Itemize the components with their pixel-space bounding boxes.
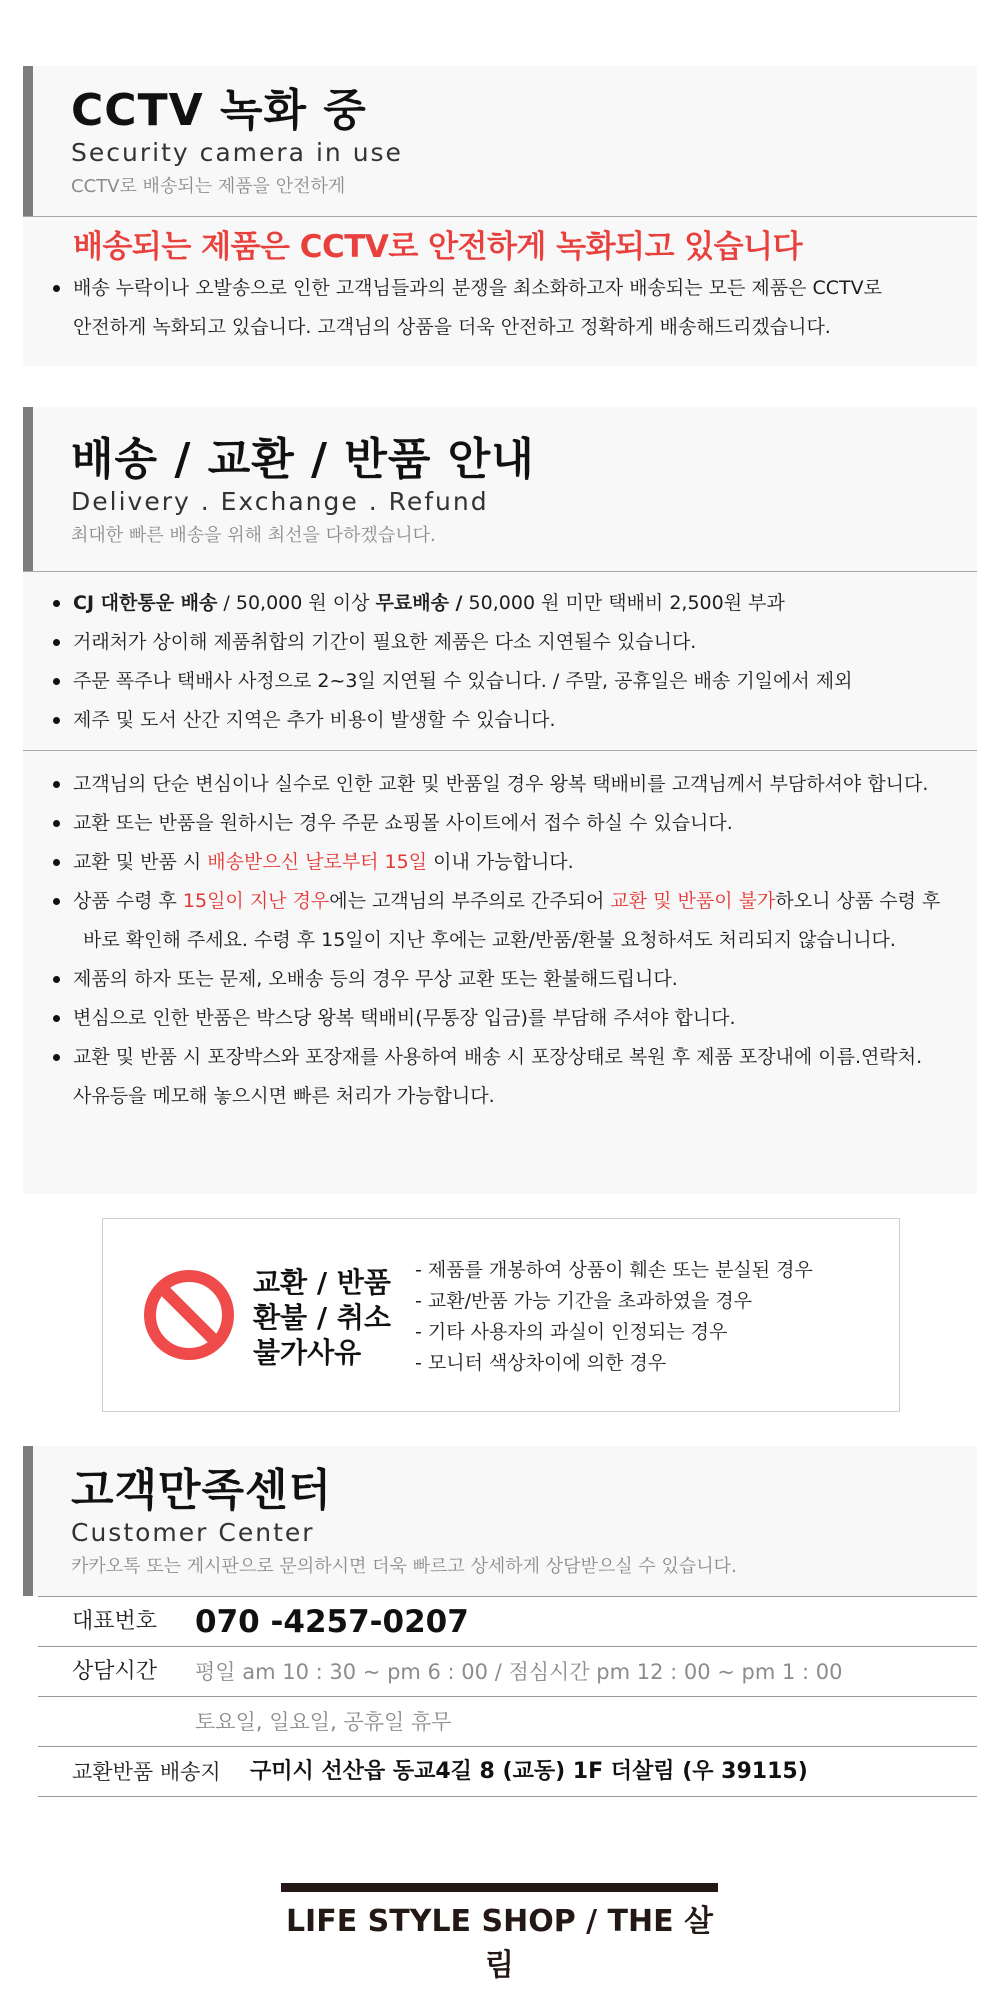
- no-return-box: [102, 1218, 900, 1412]
- list-item-continued: 바로 확인해 주세요. 수령 후 15일이 지난 후에는 교환/반품/환불 요청하셔도 처리되지 않습니니다.: [83, 929, 896, 951]
- list-item: 교환 및 반품 시 포장박스와 포장재를 사용하여 배송 시 포장상태로 복원 후 제품 포장내에 이름.연락처.: [45, 1038, 977, 1077]
- reason-item: - 기타 사용자의 과실이 인정되는 경우: [415, 1321, 728, 1343]
- highlight-text: 15일이 지난 경우: [182, 890, 330, 912]
- list-item: 교환 또는 반품을 원하시는 경우 주문 쇼핑몰 사이트에서 접수 하실 수 있습니다.: [45, 804, 977, 843]
- phone-label: 대표번호: [72, 1609, 158, 1634]
- reason-item: - 교환/반품 가능 기간을 초과하였을 경우: [415, 1290, 753, 1312]
- delivery-section: [23, 407, 977, 1194]
- delivery-subtitle: Delivery . Exchange . Refund: [71, 487, 489, 516]
- shipping-info-list: [23, 572, 977, 750]
- list-item: 변심으로 인한 반품은 박스당 왕복 택배비(무통장 입금)를 부담해 주셔야 합니다.: [45, 999, 977, 1038]
- list-item: [45, 882, 977, 921]
- list-item: 제품의 하자 또는 문제, 오배송 등의 경우 무상 교환 또는 환불해드립니다.: [45, 960, 977, 999]
- policy-text: 하오니 상품 수령 후: [775, 890, 941, 912]
- highlight-text: 배송받으신 날로부터 15일: [207, 851, 428, 873]
- holiday-value: 토요일, 일요일, 공휴일 휴무: [195, 1710, 452, 1734]
- customer-header: [23, 1446, 977, 1596]
- no-return-label-line: 환불 / 취소: [253, 1301, 391, 1334]
- customer-description: 카카오톡 또는 게시판으로 문의하시면 더욱 빠르고 상세하게 상담받으실 수 있습니다.: [71, 1556, 737, 1577]
- footer-bar: [281, 1883, 718, 1892]
- cctv-description: CCTV로 배송되는 제품을 안전하게: [71, 176, 346, 197]
- shipping-fee-item: [45, 584, 977, 623]
- cctv-headline: 배송되는 제품은 CCTV로 안전하게 녹화되고 있습니다: [73, 229, 803, 265]
- shipping-fee-text: 50,000 원 미만 택배비 2,500원 부과: [462, 592, 785, 614]
- shipping-fee-text: / 50,000 원 이상: [217, 592, 376, 614]
- phone-row: [38, 1597, 977, 1647]
- return-address-row: [38, 1747, 977, 1797]
- reason-item: - 모니터 색상차이에 의한 경우: [415, 1352, 667, 1374]
- prohibited-icon: [143, 1269, 235, 1361]
- list-item: 고객님의 단순 변심이나 실수로 인한 교환 및 반품일 경우 왕복 택배비를 고객님께서 부담하셔야 합니다.: [45, 765, 977, 804]
- highlight-text: 교환 및 반품이 불가: [610, 890, 776, 912]
- customer-center-section: [23, 1446, 977, 1596]
- cctv-body-line: 배송 누락이나 오발송으로 인한 고객님들과의 분쟁을 최소화하고자 배송되는 모든 제품은 CCTV로: [45, 269, 977, 308]
- cctv-section: [23, 66, 977, 366]
- reason-item: - 제품를 개봉하여 상품이 훼손 또는 분실된 경우: [415, 1259, 813, 1281]
- customer-title: 고객만족센터: [71, 1465, 333, 1516]
- carrier-name: CJ 대한통운 배송: [73, 592, 218, 614]
- cctv-body: [23, 269, 977, 347]
- customer-subtitle: Customer Center: [71, 1518, 315, 1547]
- cctv-body-line: 안전하게 녹화되고 있습니다. 고객님의 상품을 더욱 안전하고 정확하게 배송해드리겠습니다.: [73, 316, 831, 338]
- holiday-row: [38, 1697, 977, 1747]
- hours-label: 상담시간: [72, 1659, 158, 1684]
- delivery-header: [23, 407, 977, 571]
- phone-number: 070 -4257-0207: [195, 1604, 469, 1640]
- policy-text: 교환 및 반품 시: [73, 851, 208, 873]
- no-return-label: [253, 1265, 391, 1370]
- delivery-title: 배송 / 교환 / 반품 안내: [71, 434, 535, 485]
- no-return-reasons: [415, 1255, 813, 1379]
- no-return-label-line: 교환 / 반품: [253, 1266, 391, 1299]
- list-item: 거래처가 상이해 제품취합의 기간이 필요한 제품은 다소 지연될수 있습니다.: [45, 623, 977, 662]
- cctv-title: CCTV 녹화 중: [71, 85, 367, 136]
- footer-brand: LIFE STYLE SHOP / THE 살림: [285, 1904, 714, 1983]
- list-item: 주문 폭주나 택배사 사정으로 2~3일 지연될 수 있습니다. / 주말, 공휴일은 배송 기일에서 제외: [45, 662, 977, 701]
- delivery-description: 최대한 빠른 배송을 위해 최선을 다하겠습니다.: [71, 525, 436, 546]
- hours-row: [38, 1647, 977, 1697]
- list-item: 제주 및 도서 산간 지역은 추가 비용이 발생할 수 있습니다.: [45, 701, 977, 740]
- cctv-header: [23, 66, 977, 216]
- return-address: 구미시 선산읍 동교4길 8 (교동) 1F 더살림 (우 39115): [250, 1759, 808, 1784]
- no-return-label-line: 불가사유: [253, 1336, 362, 1369]
- hours-value: 평일 am 10 : 30 ~ pm 6 : 00 / 점심시간 pm 12 : 00 ~ pm 1 : 00: [195, 1660, 843, 1684]
- list-item: [45, 843, 977, 882]
- exchange-policy-list: [23, 751, 977, 1116]
- return-address-label: 교환반품 배송지: [72, 1760, 221, 1784]
- list-item-continued: 사유등을 메모해 놓으시면 빠른 처리가 가능합니다.: [73, 1085, 495, 1107]
- cctv-subtitle: Security camera in use: [71, 138, 403, 167]
- customer-info-table: [38, 1596, 977, 1797]
- policy-text: 에는 고객님의 부주의로 간주되어: [329, 890, 611, 912]
- policy-text: 이내 가능합니다.: [427, 851, 574, 873]
- policy-text: 상품 수령 후: [73, 890, 183, 912]
- free-shipping-text: 무료배송 /: [375, 592, 463, 614]
